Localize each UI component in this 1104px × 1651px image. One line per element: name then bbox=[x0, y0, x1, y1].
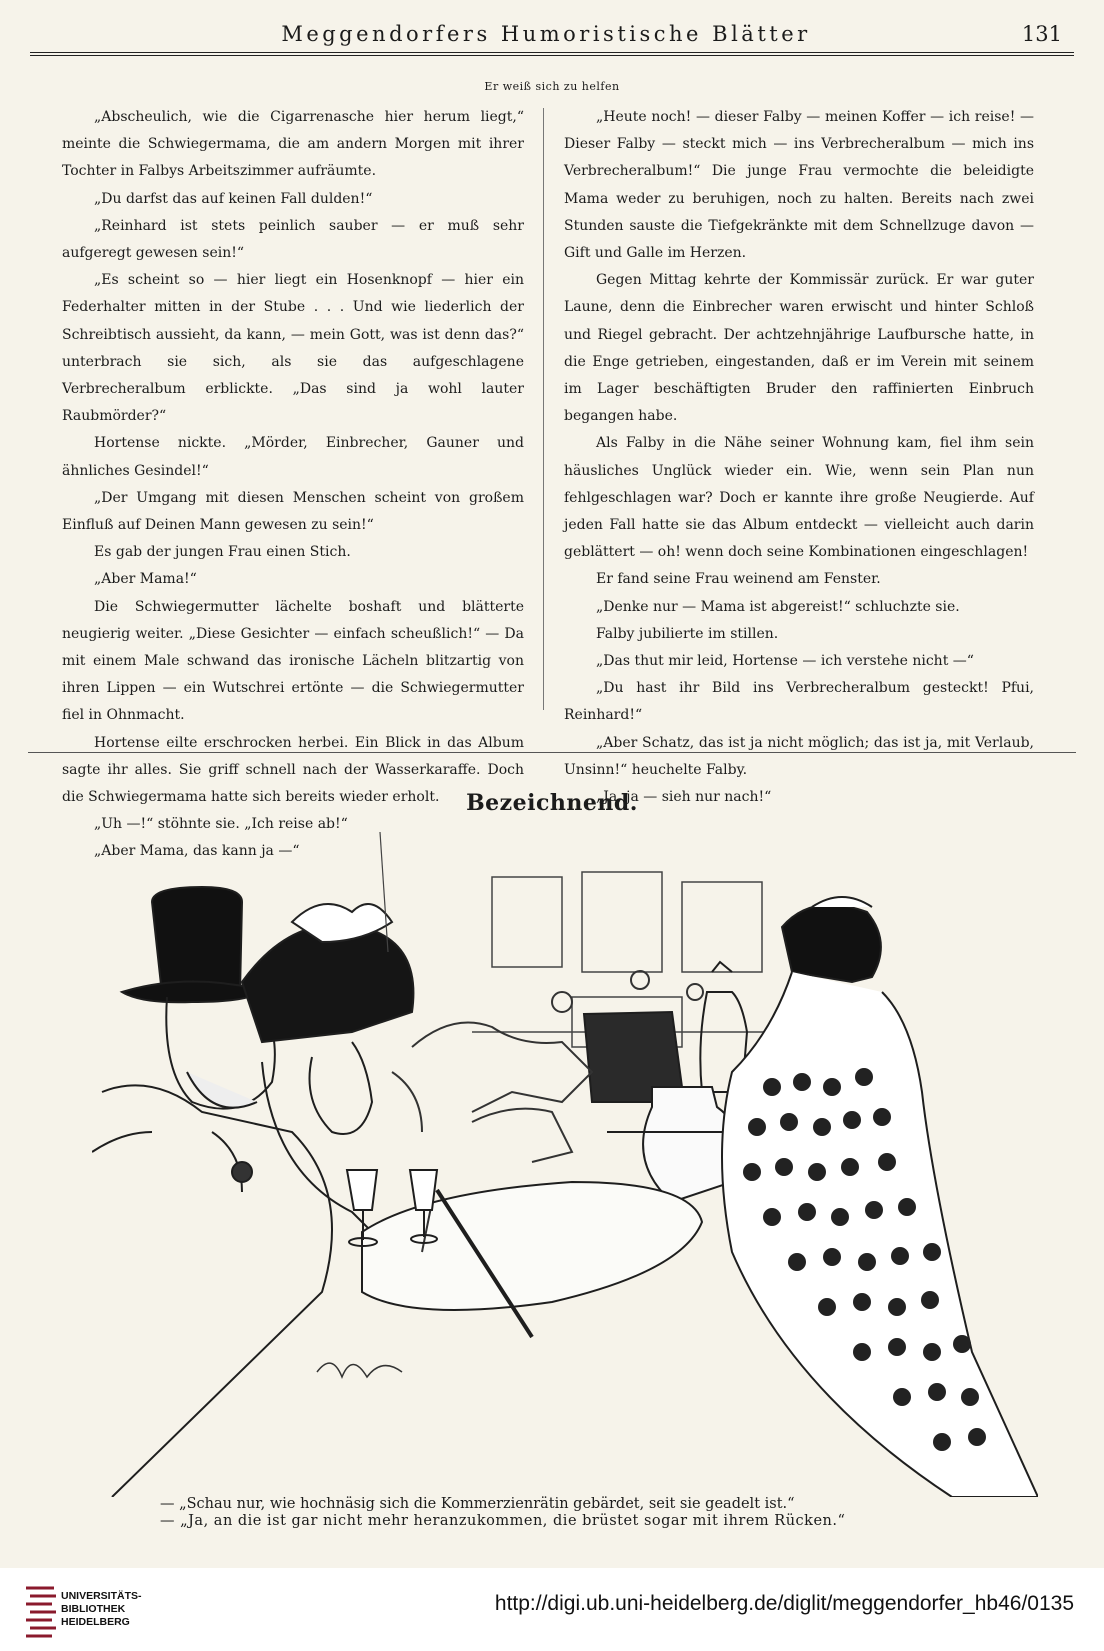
left-paragraph: „Aber Mama, das kann ja —“ bbox=[94, 843, 300, 860]
woman-figure bbox=[242, 904, 422, 1252]
left-paragraph: „Abscheulich, wie die Cigarrenasche hier herum liegt,“ meinte die Schwiegermama, die am andern Morgen mit ihrer Tochter in Falbys Arbeitszimmer aufräumte. bbox=[62, 109, 524, 180]
story-title: Er weiß sich zu helfen bbox=[484, 80, 620, 93]
column-divider bbox=[543, 108, 544, 710]
left-paragraph: Hortense eilte erschrocken herbei. Ein Blick in das Album sagte ihr alles. Sie griff schnell nach der Wasserkaraffe. Doch die Schwiegermama hatte sich bereits wieder erholt. bbox=[62, 734, 524, 806]
left-paragraph: Hortense nickte. „Mörder, Einbrecher, Gauner und ähnliches Gesindel!“ bbox=[62, 435, 524, 479]
library-line-2: BIBLIOTHEK bbox=[61, 1603, 126, 1615]
right-paragraph: „Das thut mir leid, Hortense — ich verstehe nicht —“ bbox=[596, 653, 974, 670]
right-paragraph: Als Falby in die Nähe seiner Wohnung kam, fiel ihm sein häusliches Unglück wieder ein. Wie, wenn sein Plan nun fehlgeschlagen war? Doch er kannte ihre große Neugierde. Auf jeden Fall hatte sie das Album entdeckt — vielleicht auch darin geblättert — oh! wenn doch seine Kombinationen eingeschlagen! bbox=[564, 435, 1034, 561]
right-column bbox=[564, 104, 1034, 811]
polka-dot-woman bbox=[722, 897, 1038, 1497]
left-paragraph: Es gab der jungen Frau einen Stich. bbox=[94, 544, 351, 561]
left-paragraph: „Reinhard ist stets peinlich sauber — er muß sehr aufgeregt gewesen sein!“ bbox=[62, 217, 524, 262]
left-paragraph: „Aber Mama!“ bbox=[94, 571, 197, 588]
left-paragraph: „Du darfst das auf keinen Fall dulden!“ bbox=[94, 190, 373, 207]
cafe-table bbox=[347, 1170, 702, 1337]
right-paragraph: Er fand seine Frau weinend am Fenster. bbox=[596, 571, 881, 588]
cartoon-title: Bezeichnend. bbox=[466, 790, 638, 816]
right-paragraph: „Heute noch! — dieser Falby — meinen Koffer — ich reise! — Dieser Falby — steckt mich — ins Verbrecheralbum — mich ins Verbrecheralbum!“ Die junge Frau vermochte die beleidigte Mama weder zu beruhigen, noch zu halten. Bereits nach zwei Stunden sauste die Tiefgekränkte mit dem Schnellzuge davon — Gift und Galle im Herzen. bbox=[564, 109, 1034, 262]
caption-line-1: — „Schau nur, wie hochnäsig sich die Kommerzienrätin gebärdet, seit sie geadelt ist.“ bbox=[160, 1496, 795, 1512]
lamps bbox=[552, 971, 703, 1012]
right-paragraph: „Ja, ja — sieh nur nach!“ bbox=[596, 789, 772, 806]
page-header bbox=[30, 22, 1062, 52]
library-line-1: UNIVERSITÄTS- bbox=[61, 1590, 142, 1602]
cartoon-illustration bbox=[92, 832, 1038, 1497]
right-paragraph: „Denke nur — Mama ist abgereist!“ schluchzte sie. bbox=[596, 598, 960, 615]
caption-line-2: — „Ja, an die ist gar nicht mehr heranzukommen, die brüstet sogar mit ihrem Rücken.“ bbox=[160, 1513, 846, 1529]
library-line-3: HEIDELBERG bbox=[61, 1616, 130, 1628]
page-number: 131 bbox=[1021, 22, 1062, 46]
section-divider bbox=[28, 752, 1076, 753]
right-paragraph: „Du hast ihr Bild ins Verbrecheralbum gesteckt! Pfui, Reinhard!“ bbox=[564, 680, 1034, 724]
left-paragraph: „Uh —!“ stöhnte sie. „Ich reise ab!“ bbox=[94, 816, 348, 833]
left-paragraph: Die Schwiegermutter lächelte boshaft und blätterte neugierig weiter. „Diese Gesichter — einfach scheußlich!“ — Da mit einem Male schwand das ironische Lächeln blitzartig von ihren Lippen — ein Wutschrei ertönte — die Schwiegermutter fiel in Ohnmacht. bbox=[62, 598, 524, 724]
left-paragraph: „Es scheint so — hier liegt ein Hosenknopf — hier ein Federhalter mitten in der Stube . . . Und wie liederlich der Schreibtisch aussieht, da kann, — mein Gott, was ist denn das?“ unterbrach sie sich, als sie das aufgeschlagene Verbrecheralbum erblickte. „Das sind ja wohl lauter Raubmörder?“ bbox=[62, 272, 524, 425]
right-paragraph: „Aber Schatz, das ist ja nicht möglich; das ist ja, mit Verlaub, Unsinn!“ heuchelte Falby. bbox=[564, 734, 1034, 778]
magazine-title: Meggendorfers Humoristische Blätter bbox=[281, 22, 811, 46]
library-name bbox=[61, 1590, 142, 1629]
source-url[interactable]: http://digi.ub.uni-heidelberg.de/diglit/meggendorfer_hb46/0135 bbox=[494, 1592, 1074, 1615]
right-paragraph: Falby jubilierte im stillen. bbox=[596, 625, 779, 642]
header-rule bbox=[30, 52, 1074, 56]
right-paragraph: Gegen Mittag kehrte der Kommissär zurück. Er war guter Laune, denn die Einbrecher waren erwischt und hinter Schloß und Riegel gebracht. Der achtzehnjährige Laufbursche hatte, in die Enge getrieben, eingestanden, daß er im Verein mit seinem im Lager beschäftigten Bruder den raffinierten Einbruch begangen habe. bbox=[564, 272, 1034, 425]
horses bbox=[412, 1023, 592, 1113]
left-paragraph: „Der Umgang mit diesen Menschen scheint von großem Einfluß auf Deinen Mann gewesen zu sein!“ bbox=[62, 489, 524, 534]
artist-signature bbox=[317, 1363, 402, 1377]
library-footer bbox=[0, 1568, 1104, 1651]
